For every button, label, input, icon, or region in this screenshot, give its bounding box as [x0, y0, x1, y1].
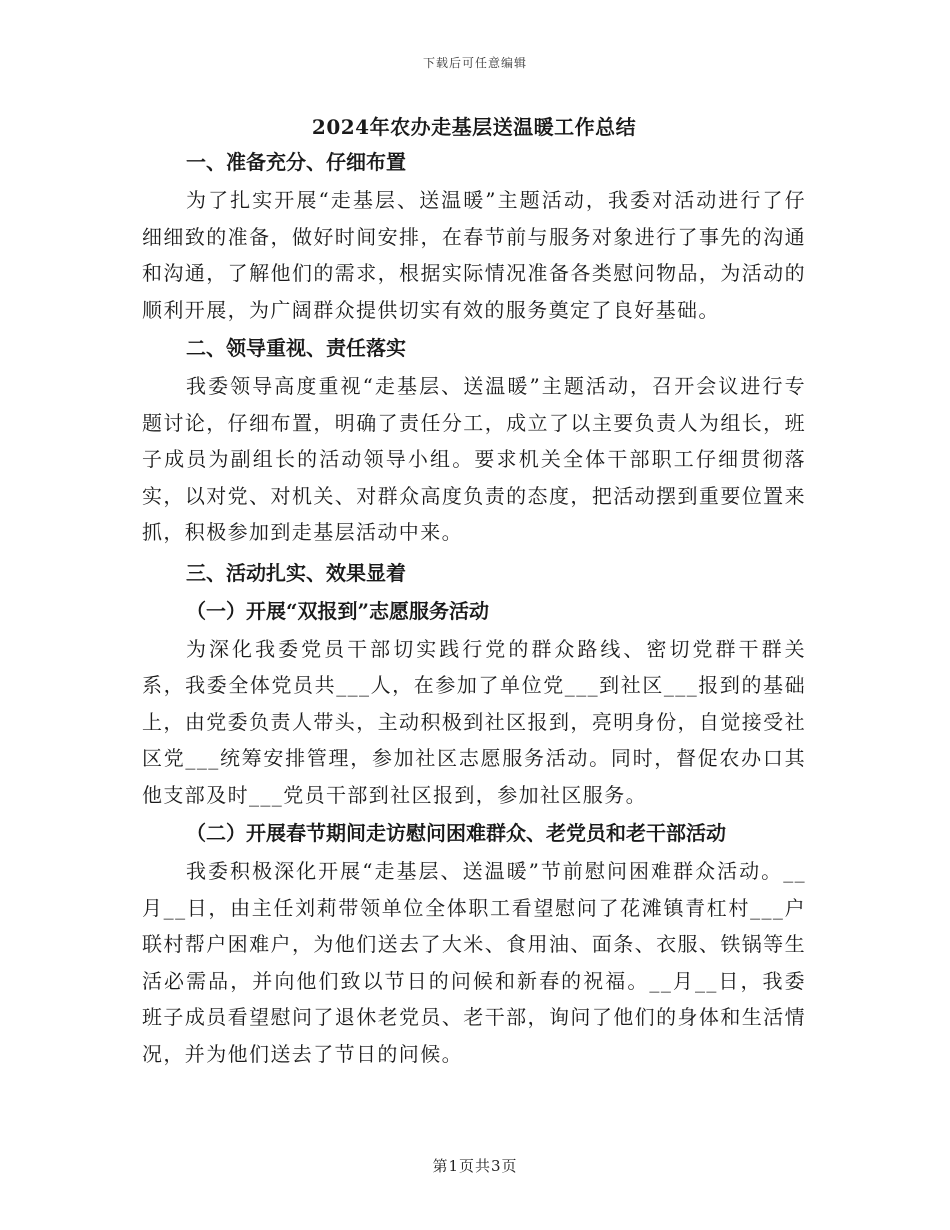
- section-heading-3: 三、活动扎实、效果显着: [186, 560, 406, 585]
- section-heading-1: 一、准备充分、仔细布置: [186, 150, 406, 174]
- subsection-heading-2: （二）开展春节期间走访慰问困难群众、老党员和老干部活动: [186, 821, 726, 845]
- document-body: [142, 112, 806, 1072]
- section-heading-2: 二、领导重视、责任落实: [186, 336, 406, 360]
- document-title: 2024年农办走基层送温暖工作总结: [311, 115, 637, 139]
- header-note: 下载后可任意编辑: [422, 56, 527, 70]
- subsection-paragraph-2: 我委积极深化开展“走基层、送温暖”节前慰问困难群众活动。__月__日，由主任刘莉带领单位全体职工看望慰问了花滩镇青杠村___户联村帮户困难户，为他们送去了大米、食用油、面条、衣服、铁锅等生活必需品，并向他们致以节日的问候和新春的祝福。__月__日，我委班子成员看望慰问了退休老党员、老干部，询问了他们的身体和生活情况，并为他们送去了节日的问候。: [142, 859, 806, 1066]
- page-footer: 第1页共3页: [432, 1157, 518, 1175]
- section-paragraph-1: 为了扎实开展“走基层、送温暖”主题活动，我委对活动进行了仔细细致的准备，做好时间安排，在春节前与服务对象进行了事先的沟通和沟通，了解他们的需求，根据实际情况准备各类慰问物品，为活动的顺利开展，为广阔群众提供切实有效的服务奠定了良好基础。: [142, 188, 806, 322]
- section-paragraph-2: 我委领导高度重视“走基层、送温暖”主题活动，召开会议进行专题讨论，仔细布置，明确了责任分工，成立了以主要负责人为组长，班子成员为副组长的活动领导小组。要求机关全体干部职工仔细贯彻落实，以对党、对机关、对群众高度负责的态度，把活动摆到重要位置来抓，积极参加到走基层活动中来。: [142, 374, 806, 544]
- subsection-heading-1: （一）开展“双报到”志愿服务活动: [186, 598, 490, 623]
- subsection-paragraph-1: 为深化我委党员干部切实践行党的群众路线、密切党群干群关系，我委全体党员共___人，在参加了单位党___到社区___报到的基础上，由党委负责人带头，主动积极到社区报到，亮明身份，自觉接受社区党___统筹安排管理，参加社区志愿服务活动。同时，督促农办口其他支部及时___党员干部到社区报到，参加社区服务。: [142, 636, 806, 807]
